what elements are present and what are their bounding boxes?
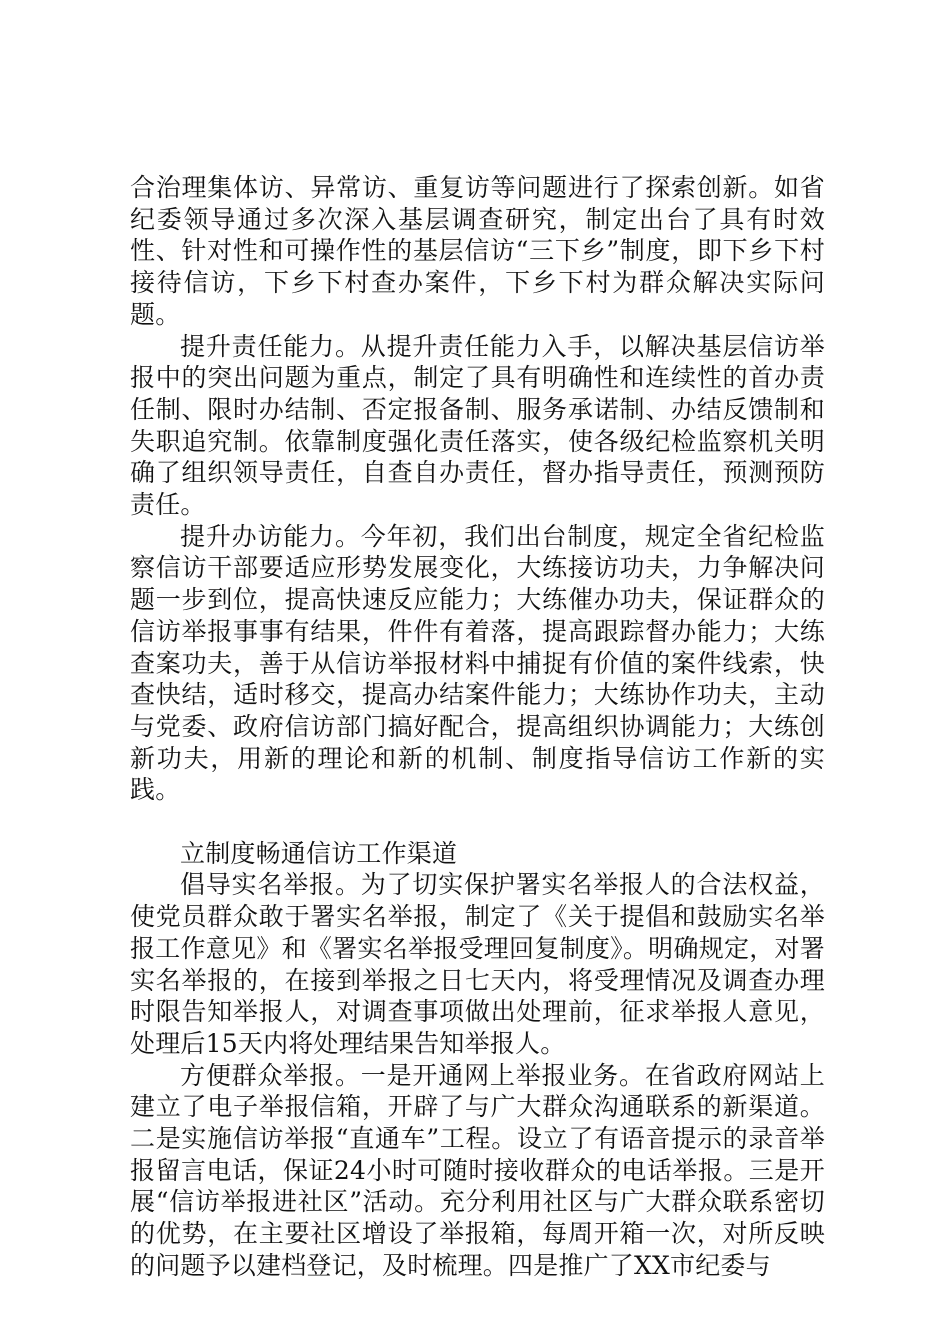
paragraph-real-name-reporting: 倡导实名举报。为了切实保护署实名举报人的合法权益，使党员群众敢于署实名举报，制定了《关于提倡和鼓励实名举报工作意见》和《署实名举报受理回复制度》。明确规定，对署实名举报的，在接到举报之日七天内，将受理情况及调查办理时限告知举报人，对调查事项做出处理前，征求举报人意见，处理后15天内将处理结果告知举报人。 xyxy=(130,870,825,1058)
section-heading: 立制度畅通信访工作渠道 xyxy=(180,838,458,868)
paragraph-continued: 合治理集体访、异常访、重复访等问题进行了探索创新。如省纪委领导通过多次深入基层调查研究，制定出台了具有时效性、针对性和可操作性的基层信访“三下乡”制度，即下乡下村接待信访，下乡下村查办案件，下乡下村为群众解决实际问题。 xyxy=(130,173,825,329)
paragraph-convenient-reporting: 方便群众举报。一是开通网上举报业务。在省政府网站上建立了电子举报信箱，开辟了与广大群众沟通联系的新渠道。二是实施信访举报“直通车”工程。设立了有语音提示的录音举报留言电话，保证24小时可随时接收群众的电话举报。三是开展“信访举报进社区”活动。充分利用社区与广大群众联系密切的优势，在主要社区增设了举报箱，每周开箱一次，对所反映的问题予以建档登记，及时梳理。四是推广了XX市纪委与 xyxy=(130,1060,825,1280)
paragraph-responsibility-capacity: 提升责任能力。从提升责任能力入手，以解决基层信访举报中的突出问题为重点，制定了具有明确性和连续性的首办责任制、限时办结制、否定报备制、服务承诺制、办结反馈制和失职追究制。依靠制度强化责任落实，使各级纪检监察机关明确了组织领导责任，自查自办责任，督办指导责任，预测预防责任。 xyxy=(130,331,825,520)
paragraph-petition-handling-capacity: 提升办访能力。今年初，我们出台制度，规定全省纪检监察信访干部要适应形势发展变化，大练接访功夫，力争解决问题一步到位，提高快速反应能力；大练催办功夫，保证群众的信访举报事事有结果，件件有着落，提高跟踪督办能力；大练查案功夫，善于从信访举报材料中捕捉有价值的案件线索，快查快结，适时移交，提高办结案件能力；大练协作功夫，主动与党委、政府信访部门搞好配合，提高组织协调能力；大练创新功夫，用新的理论和新的机制、制度指导信访工作新的实践。 xyxy=(130,521,825,805)
paragraph-spacer xyxy=(130,806,825,838)
document-body xyxy=(130,172,825,1282)
